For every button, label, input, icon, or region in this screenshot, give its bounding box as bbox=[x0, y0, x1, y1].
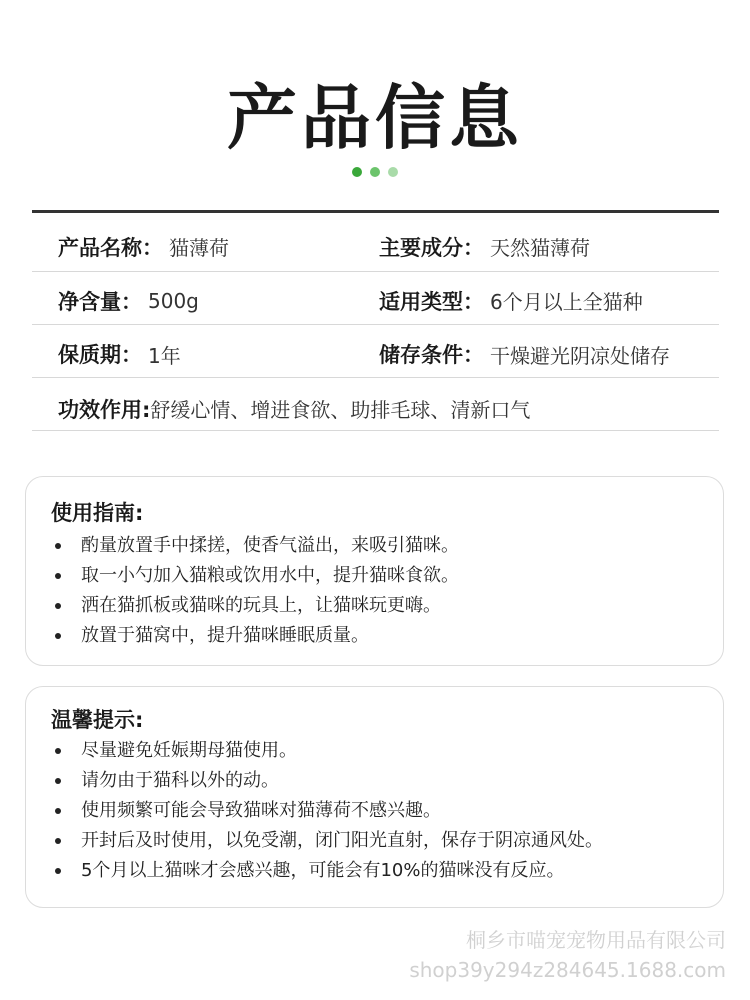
title-decoration-dots bbox=[0, 167, 750, 177]
info-cell-storage bbox=[379, 331, 670, 377]
list-item: 洒在猫抓板或猫咪的玩具上，让猫咪玩更嗨。 bbox=[53, 591, 459, 621]
section-divider bbox=[32, 210, 719, 213]
info-cell-shelf-life bbox=[58, 331, 181, 377]
usage-guide-card bbox=[25, 476, 724, 666]
watermark-shop-url: shop39y294z284645.1688.com bbox=[409, 958, 726, 982]
list-item: 放置于猫窝中，提升猫咪睡眠质量。 bbox=[53, 621, 459, 651]
info-value: 天然猫薄荷 bbox=[490, 236, 590, 260]
list-item: 尽量避免妊娠期母猫使用。 bbox=[53, 736, 603, 766]
info-cell-net-weight bbox=[58, 277, 199, 324]
usage-guide-list bbox=[53, 531, 459, 651]
info-row bbox=[32, 222, 719, 272]
list-item: 酌量放置手中揉搓，使香气溢出，来吸引猫咪。 bbox=[53, 531, 459, 561]
list-item: 使用频繁可能会导致猫咪对猫薄荷不感兴趣。 bbox=[53, 796, 603, 826]
info-key: 产品名称： bbox=[58, 235, 163, 260]
info-row bbox=[32, 277, 719, 325]
info-row-efficacy bbox=[32, 387, 719, 431]
warm-tips-title: 温馨提示: bbox=[51, 708, 144, 732]
list-item: 5个月以上猫咪才会感兴趣，可能会有10%的猫咪没有反应。 bbox=[53, 856, 603, 886]
decoration-dot bbox=[388, 167, 398, 177]
decoration-dot bbox=[370, 167, 380, 177]
info-row bbox=[32, 331, 719, 378]
info-cell-name bbox=[58, 222, 229, 271]
page-title: 产品信息 bbox=[227, 77, 523, 159]
warm-tips-list bbox=[53, 736, 603, 886]
info-key: 净含量： bbox=[58, 289, 142, 314]
info-key: 功效作用: bbox=[58, 397, 151, 422]
info-value: 500g bbox=[148, 288, 199, 313]
list-item: 取一小勺加入猫粮或饮用水中，提升猫咪食欲。 bbox=[53, 561, 459, 591]
info-value: 干燥避光阴凉处储存 bbox=[490, 343, 670, 368]
info-cell-applicable-type bbox=[379, 277, 643, 324]
info-key: 主要成分： bbox=[379, 235, 484, 260]
info-value: 1年 bbox=[148, 343, 181, 368]
decoration-dot bbox=[352, 167, 362, 177]
list-item: 开封后及时使用，以免受潮，闭门阳光直射，保存于阴凉通风处。 bbox=[53, 826, 603, 856]
info-value: 6个月以上全猫种 bbox=[490, 290, 643, 314]
info-cell-ingredient bbox=[379, 222, 590, 271]
usage-guide-title: 使用指南: bbox=[51, 501, 144, 525]
info-value: 舒缓心情、增进食欲、助排毛球、清新口气 bbox=[150, 398, 531, 422]
info-key: 保质期： bbox=[58, 343, 142, 367]
watermark-company: 桐乡市喵宠宠物用品有限公司 bbox=[466, 928, 726, 952]
warm-tips-card bbox=[25, 686, 724, 908]
info-key: 储存条件： bbox=[379, 343, 484, 367]
info-value: 猫薄荷 bbox=[169, 236, 229, 260]
info-key: 适用类型： bbox=[379, 289, 484, 314]
list-item: 请勿由于猫科以外的动。 bbox=[53, 766, 603, 796]
info-cell-efficacy bbox=[58, 387, 530, 430]
